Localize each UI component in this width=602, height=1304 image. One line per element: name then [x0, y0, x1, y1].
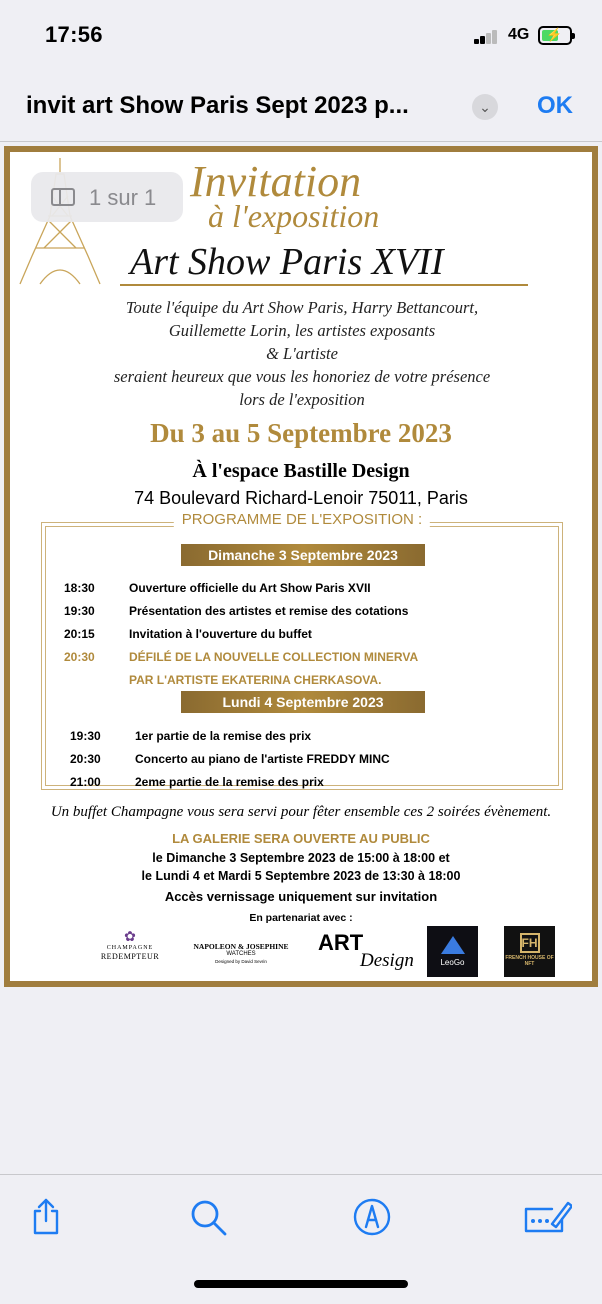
cellular-signal-icon: [474, 30, 500, 44]
chevron-down-icon[interactable]: ⌄: [472, 94, 498, 120]
day2-band: Lundi 4 Septembre 2023: [181, 691, 425, 713]
invitation-subheading: à l'exposition: [208, 198, 380, 234]
schedule-text: Concerto au piano de l'artiste FREDDY MINC: [135, 752, 390, 766]
schedule-text: Ouverture officielle du Art Show Paris XVII: [129, 581, 371, 595]
page-indicator[interactable]: [31, 172, 183, 222]
intro-line: seraient heureux que vous les honoriez de votre présence: [113, 367, 491, 386]
title-divider: [120, 284, 528, 286]
napoleon-josephine-logo: [186, 942, 296, 981]
logo-text: ART: [318, 930, 364, 955]
schedule-time: 18:30: [64, 581, 95, 595]
leogo-logo: [427, 926, 478, 977]
buffet-note: Un buffet Champagne vous sera servi pour fêter ensemble ces 2 soirées évènement.: [50, 804, 552, 820]
programme-box: [41, 511, 563, 790]
schedule-time: 20:30: [70, 752, 101, 766]
search-icon[interactable]: [188, 1197, 228, 1237]
opening-hours-line: le Dimanche 3 Septembre 2023 de 15:00 à 18:00 et: [152, 851, 450, 865]
opening-hours-line: le Lundi 4 et Mardi 5 Septembre 2023 de 13:30 à 18:00: [141, 869, 461, 883]
french-house-nft-logo: [504, 926, 555, 977]
intro-text: [50, 296, 554, 411]
logo-mark: FH: [520, 933, 540, 953]
intro-line: lors de l'exposition: [239, 390, 365, 409]
flower-icon: ✿: [124, 928, 136, 944]
day1-band: Dimanche 3 Septembre 2023: [181, 544, 425, 566]
annotate-form-icon[interactable]: [522, 1197, 572, 1237]
invitation-heading: Invitation: [190, 157, 362, 206]
page-indicator-label: 1 sur 1: [89, 185, 157, 210]
intro-line: & L'artiste: [266, 344, 338, 363]
intro-line: Toute l'équipe du Art Show Paris, Harry Bettancourt,: [125, 298, 479, 317]
art-design-logo: [318, 930, 414, 981]
status-bar: [0, 0, 602, 72]
schedule-time: 19:30: [64, 604, 95, 618]
markup-icon[interactable]: [352, 1197, 392, 1237]
logo-text: NAPOLEON & JOSEPHINE: [193, 942, 289, 951]
document-title[interactable]: invit art Show Paris Sept 2023 p...: [26, 92, 409, 119]
redempteur-logo: [96, 928, 164, 978]
sidebar-icon: [51, 188, 75, 206]
bottom-toolbar: [0, 1174, 602, 1304]
logo-text: LeoGo: [440, 958, 465, 967]
battery-icon: ⚡: [538, 26, 572, 45]
schedule-time: 20:15: [64, 627, 95, 641]
schedule-text: DÉFILÉ DE LA NOUVELLE COLLECTION MINERVA: [129, 650, 419, 664]
intro-line: Guillemette Lorin, les artistes exposants: [168, 321, 436, 340]
done-button[interactable]: OK: [537, 92, 573, 119]
schedule-text: Présentation des artistes et remise des cotations: [129, 604, 409, 618]
logo-text: FRENCH HOUSE OF NFT: [505, 955, 554, 967]
schedule-text: PAR L'ARTISTE EKATERINA CHERKASOVA.: [129, 673, 382, 687]
access-note: Accès vernissage uniquement sur invitation: [164, 889, 438, 904]
navigation-bar: [0, 72, 602, 142]
home-indicator[interactable]: [194, 1280, 408, 1288]
gallery-open-note: LA GALERIE SERA OUVERTE AU PUBLIC: [172, 831, 430, 846]
venue-address: 74 Boulevard Richard-Lenoir 75011, Paris: [134, 488, 468, 508]
network-type: 4G: [508, 26, 530, 43]
logo-text: REDEMPTEUR: [100, 952, 160, 961]
logo-text: Design: [360, 950, 414, 971]
status-time: 17:56: [45, 22, 103, 47]
document-page[interactable]: [4, 146, 598, 987]
event-dates: Du 3 au 5 Septembre 2023: [150, 418, 452, 448]
schedule-time: 20:30: [64, 650, 95, 664]
schedule-text: 1er partie de la remise des prix: [135, 729, 312, 743]
schedule-time: 21:00: [70, 775, 101, 789]
logo-text: CHAMPAGNE: [106, 945, 154, 951]
schedule-text: 2eme partie de la remise des prix: [135, 775, 324, 789]
schedule-text: Invitation à l'ouverture du buffet: [129, 627, 312, 641]
schedule-time: 19:30: [70, 729, 101, 743]
share-icon[interactable]: [26, 1197, 66, 1237]
partners-label: En partenariat avec :: [249, 912, 353, 924]
logo-text: WATCHES: [226, 951, 256, 957]
logo-text: Designed by David Sevrin: [215, 959, 267, 964]
programme-title: PROGRAMME DE L'EXPOSITION :: [174, 511, 430, 528]
venue-name: À l'espace Bastille Design: [192, 460, 410, 482]
triangle-icon: [441, 936, 465, 954]
invitation-card: [10, 152, 592, 981]
show-title: Art Show Paris XVII: [130, 241, 444, 283]
